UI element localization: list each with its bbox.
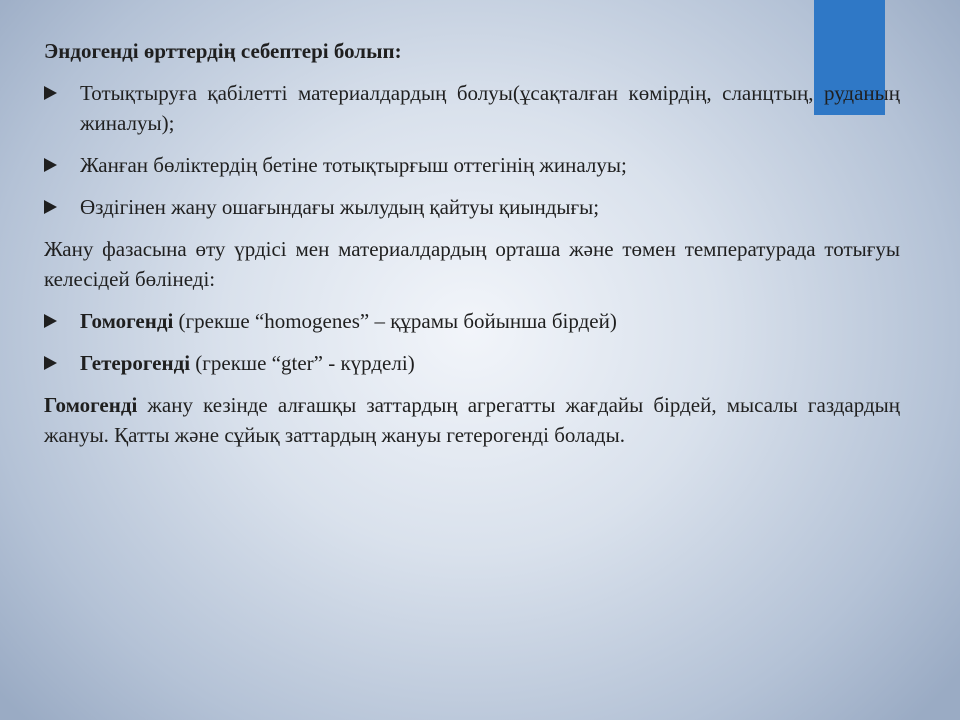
slide-content: [44, 36, 900, 450]
triangle-bullet-icon: [44, 306, 80, 336]
triangle-bullet-icon: [44, 348, 80, 378]
bullet-item-cause-1: [44, 78, 900, 138]
bullet-text: [80, 348, 900, 378]
type-description: (грекше “homogenes” – құрамы бойынша бірдей): [173, 309, 617, 333]
conclusion-term: Гомогенді: [44, 393, 138, 417]
bullet-text: [80, 306, 900, 336]
bullet-item-cause-2: [44, 150, 900, 180]
bullet-text: Жанған бөліктердің бетіне тотықтырғыш оттегінің жиналуы;: [80, 153, 627, 177]
bullet-text: Тотықтыруға қабілетті материалдардың болуы(ұсақталған көмірдің, сланцтың, руданың жиналуы);: [80, 81, 900, 135]
bullet-item-type-2: [44, 348, 900, 378]
bullet-text: Өздігінен жану ошағындағы жылудың қайтуы қиындығы;: [80, 195, 600, 219]
triangle-bullet-icon: [44, 150, 80, 180]
conclusion-paragraph: [44, 390, 900, 450]
triangle-bullet-icon: [44, 78, 80, 108]
triangle-bullet-icon: [44, 192, 80, 222]
bullet-item-cause-3: [44, 192, 900, 222]
type-term: Гомогенді: [80, 309, 174, 333]
type-term: Гетерогенді: [80, 351, 191, 375]
bullet-item-type-1: [44, 306, 900, 336]
type-description: (грекше “gter” - күрделі): [190, 351, 415, 375]
slide-heading: Эндогенді өрттердің себептері болып:: [44, 39, 402, 63]
intro-paragraph: Жану фазасына өту үрдісі мен материалдардың орташа және төмен температурада тотығуы келесідей бөлінеді:: [44, 237, 900, 291]
conclusion-text: жану кезінде алғашқы заттардың агрегатты жағдайы бірдей, мысалы газдардың жануы. Қатты және сұйық заттардың жануы гетерогенді болады.: [44, 393, 900, 447]
